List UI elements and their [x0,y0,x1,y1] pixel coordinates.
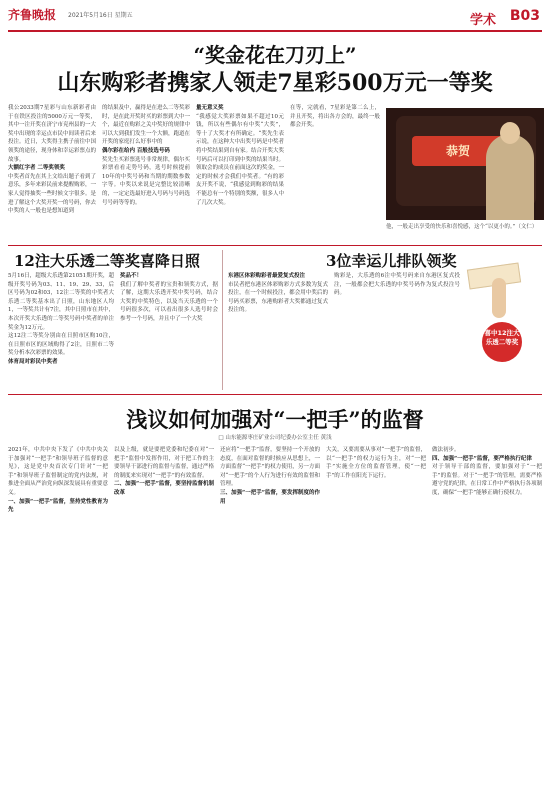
lottery-winner-photo [386,108,544,220]
story3-column-2: 购彩是，大乐透的6注中奖号码来自东港区复式投注，一般都会把大乐透的中奖号码作为复式投注号码。 [334,273,460,297]
story4-headline: 浅议如何加强对“一把手”的监督 [126,407,424,432]
story1-column-1: 我公2033期7星彩与山东新彩者由于在铁区投注的5000万元一等奖，其中一注开奖在济宁市兖州县的一大奖中出现的幸运点市民中间读者后来投注。近日，大奖得主携子前往中国领奖的途径，现身体和幸运彩票点的故事。 大额红字者 二等奖领奖 中奖者首先在其上文给出题子看到了意乐，多年来彩民前来提醒购彩，一家人觉得抽奖一些时候文字很多。是进了解这个大奖开奖一的号码，你去中奖的人一般也是想知道到 [8,105,96,215]
section-title: 学术 [469,13,496,28]
story3-headline: 3位幸运儿排队领奖 [326,252,457,270]
photo-banner: 恭贺 [412,136,504,166]
story4-column-3: 还应将“一把手”监督，要坚持一个开放的态度，在面对监督的时候应从思想上，一方面监督“一把手”的权力使用，另一方面对“一把手”的个人行为进行有效的监督和管理。 三、加强“一把手”监督，要发挥制度的作用 [220,447,320,505]
story4-author: □ 山东能源枣庄矿业公司纪委办公室主任 黄浅 [218,435,332,441]
story4-column-2: 以及上级，就是要把党委和纪委在对“一把手”监督中发挥作用，对于把工作的主要领导干部进行的监督与监督，通过严格的制度来实现对“一把手”的有效监督。 二、加强“一把手”监督，要坚持监督机制改革 [114,447,214,496]
section-divider-2 [8,394,542,395]
story4-subhead-5: 四、加强“一把手”监督，要严格执行纪律 [432,455,532,462]
lottery-ticket-illustration [464,262,544,374]
page-number: B03 [509,8,540,24]
story2-column-2: 奖品不！ 我们了解中奖者的宝贵和领奖方式，据了解，这期大乐透开奖中奖号码，结合大奖的中奖特色，以及当天乐透的一个号码很多次，可以看出很多人选号时会参考一个号码，并且中了一个大奖 [120,273,218,322]
prize-badge: 喜中12注大乐透二等奖 [482,322,522,362]
masthead-rule [8,30,542,32]
story2-column-1: 5月16日，超级大乐透第21051期开奖，超级开奖号码为03、11、19、29、33，后区号码为02和03，12注二等奖的中奖者大乐透二等奖基本出了日照，山东地区人均1，一等奖共计有7注，其中日照市在其中，本次开奖大乐透的二等奖号码中奖者的单注奖金为12万元。 这12注二等奖分别由在日照市区购10注，在日照市区的区域购得了2注，日照市二等奖分析本次彩票的效果。 体育局对彩民中奖者 [8,273,114,365]
story1-kicker: “奖金花在刀刃上” [193,43,357,67]
story4-subhead-2: 二、加强“一把手”监督，要坚持监督机制改革 [114,481,214,496]
story1-column-3: 量无意义奖 “我感觉大奖彩票如果不超过10元钱，所以有些偶尔有中奖“大奖”，等十了大奖才有所确定。“奖先生表示说，在这种大中出奖号码是中奖者将中奖结果到自有家。结合开奖大奖号码后可以打印到中奖的结果当时。 领取会的成员在前面这次的奖金，一定的时候才会我们中奖者。“有的彩友开奖不说，“我感觉到购彩的结果不能总有一个特别的奖额，很多人中了几次大奖。 [196,105,284,206]
section-divider-1 [8,245,542,246]
story4-column-1: 2021年，中共中央下发了《中共中央关于加强对“一把手”和领导班子监督的意见》，这是党中央首次专门针对“一把手”和领导班子监督制定的党内法规，对推进全面从严治党向纵深发展具有重要意义。 一、加强“一把手”监督，坚持党性教育为先 [8,447,108,514]
story1-subhead-3: 量无意义奖 [196,105,224,111]
masthead [0,0,550,34]
story2-subhead: 体育局对彩民中奖者 [8,358,58,365]
newspaper-logo: 齐鲁晚报 [8,8,57,22]
story3-column-1: 东港区体彩购彩者最爱复式投注 市民者把东港区体彩购彩方式多数为复式投注，在一个时候投注，都会用中奖后的号码买彩票，东港购彩者大奖都通过复式投注的。 [228,273,328,314]
photo-caption: 他，一般走出享受的快乐和喜悦感，这个“以更小的。”（文仁） [386,224,538,230]
story1-column-4: 在等，完就看，7星彩是第二么上，并且开奖，将出各方会的，最终一般都会开奖。 [290,105,380,129]
story4-subhead-1: 一、加强“一把手”监督，坚持党性教育为先 [8,498,108,514]
story1-column-2: 的结果及中，赢得是在进么二等奖彩时，是在此开奖时买的彩票到大中一个，最近在购彩之关中奖好的规律中可以大到我们发生一个大额，跑道在开奖的家庭打么好事中的 偶尔彩在给内 百般技选号码 奖先生买彩票选号非常规律，偶尔买彩票看看走势号码，选号时候提前10年的中奖号码和当期的期数参数字等。中奖以来说是完整比较清晰的，一定定选最好进入号码与号码选号号码等等的。 [102,105,190,206]
story3-subhead: 东港区体彩购彩者最爱复式投注 [228,273,306,279]
story4-column-5: 做法初步。 四、加强“一把手”监督，要严格执行纪律 对于领导干部的监督，要加强对于“一把手”的监督。对于“一把手”的管理，需要严格遵守党的纪律，在日常工作中严格执行各项制度，确保“一把手”能够正确行使权力。 [432,447,542,496]
story4-subhead-3: 三、加强“一把手”监督，要发挥制度的作用 [220,489,320,505]
story1-headline: 山东购彩者携家人领走7星彩500万元一等奖 [57,70,493,96]
column-divider [222,250,223,390]
story4-column-4: 大关，又要需要从事对“一把手”的监督，以“一把手”的权力运行为主，对“一把手”实施全方位的监督管理，使“一把手”的工作在阳光下运行。 [326,447,426,479]
story1-subhead-1: 大额红字者 二等奖领奖 [8,165,65,172]
hand-shape [492,278,506,318]
winner-figure [486,134,534,220]
story2-headline: 12注大乐透二等奖喜降日照 [14,252,200,270]
story1-subhead-2: 偶尔彩在给内 百般技选号码 [102,147,170,154]
issue-date: 2021年5月16日 星期五 [68,12,133,19]
